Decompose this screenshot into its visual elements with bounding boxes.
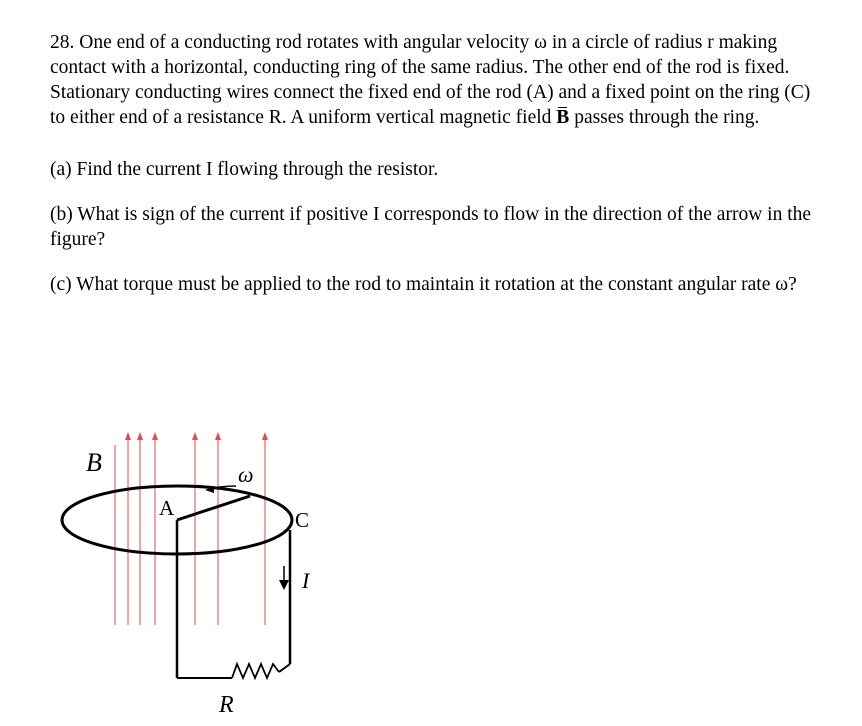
- field-arrowhead: [262, 432, 268, 440]
- problem-text: [50, 30, 830, 317]
- part-c: (c) What torque must be applied to the rod to maintain it rotation at the constant angular rate ω?: [50, 274, 797, 295]
- label-A: A: [159, 496, 175, 520]
- circuit-wires: [62, 486, 292, 678]
- stem-text-after: passes through the ring.: [569, 107, 760, 128]
- resistor: [232, 664, 279, 678]
- magnetic-field-lines: [115, 432, 268, 625]
- bottom-wire-right: [279, 664, 290, 672]
- label-C: C: [295, 508, 310, 532]
- magnetic-field-vector-symbol: B: [556, 107, 570, 128]
- rotating-rod-figure: [40, 420, 340, 720]
- label-omega: ω: [238, 462, 254, 487]
- problem-number: 28.: [50, 32, 75, 53]
- field-arrowhead: [192, 432, 198, 440]
- field-arrowhead: [152, 432, 158, 440]
- label-I: I: [302, 568, 310, 593]
- stem-text-before: One end of a conducting rod rotates with angular velocity ω in a circle of radius r making contact with a horizontal, conducting ring of the same radius. The other end of the rod is fixed. Stationary conducting wires connect the fixed end of the rod (A) and a fixed point on the ring (C) to either end of a resistance R. A uniform vertical magnetic field: [50, 32, 811, 128]
- field-arrowhead: [137, 432, 143, 440]
- field-arrowhead: [125, 432, 131, 440]
- current-arrowhead: [279, 580, 289, 590]
- label-B: B: [86, 448, 102, 477]
- part-a: (a) Find the current I flowing through the resistor.: [50, 159, 439, 180]
- part-b: (b) What is sign of the current if positive I corresponds to flow in the direction of the arrow in the figure?: [50, 204, 812, 250]
- problem-stem: [50, 30, 830, 130]
- field-arrowhead: [215, 432, 221, 440]
- rotating-rod: [177, 496, 250, 520]
- label-R: R: [219, 692, 234, 718]
